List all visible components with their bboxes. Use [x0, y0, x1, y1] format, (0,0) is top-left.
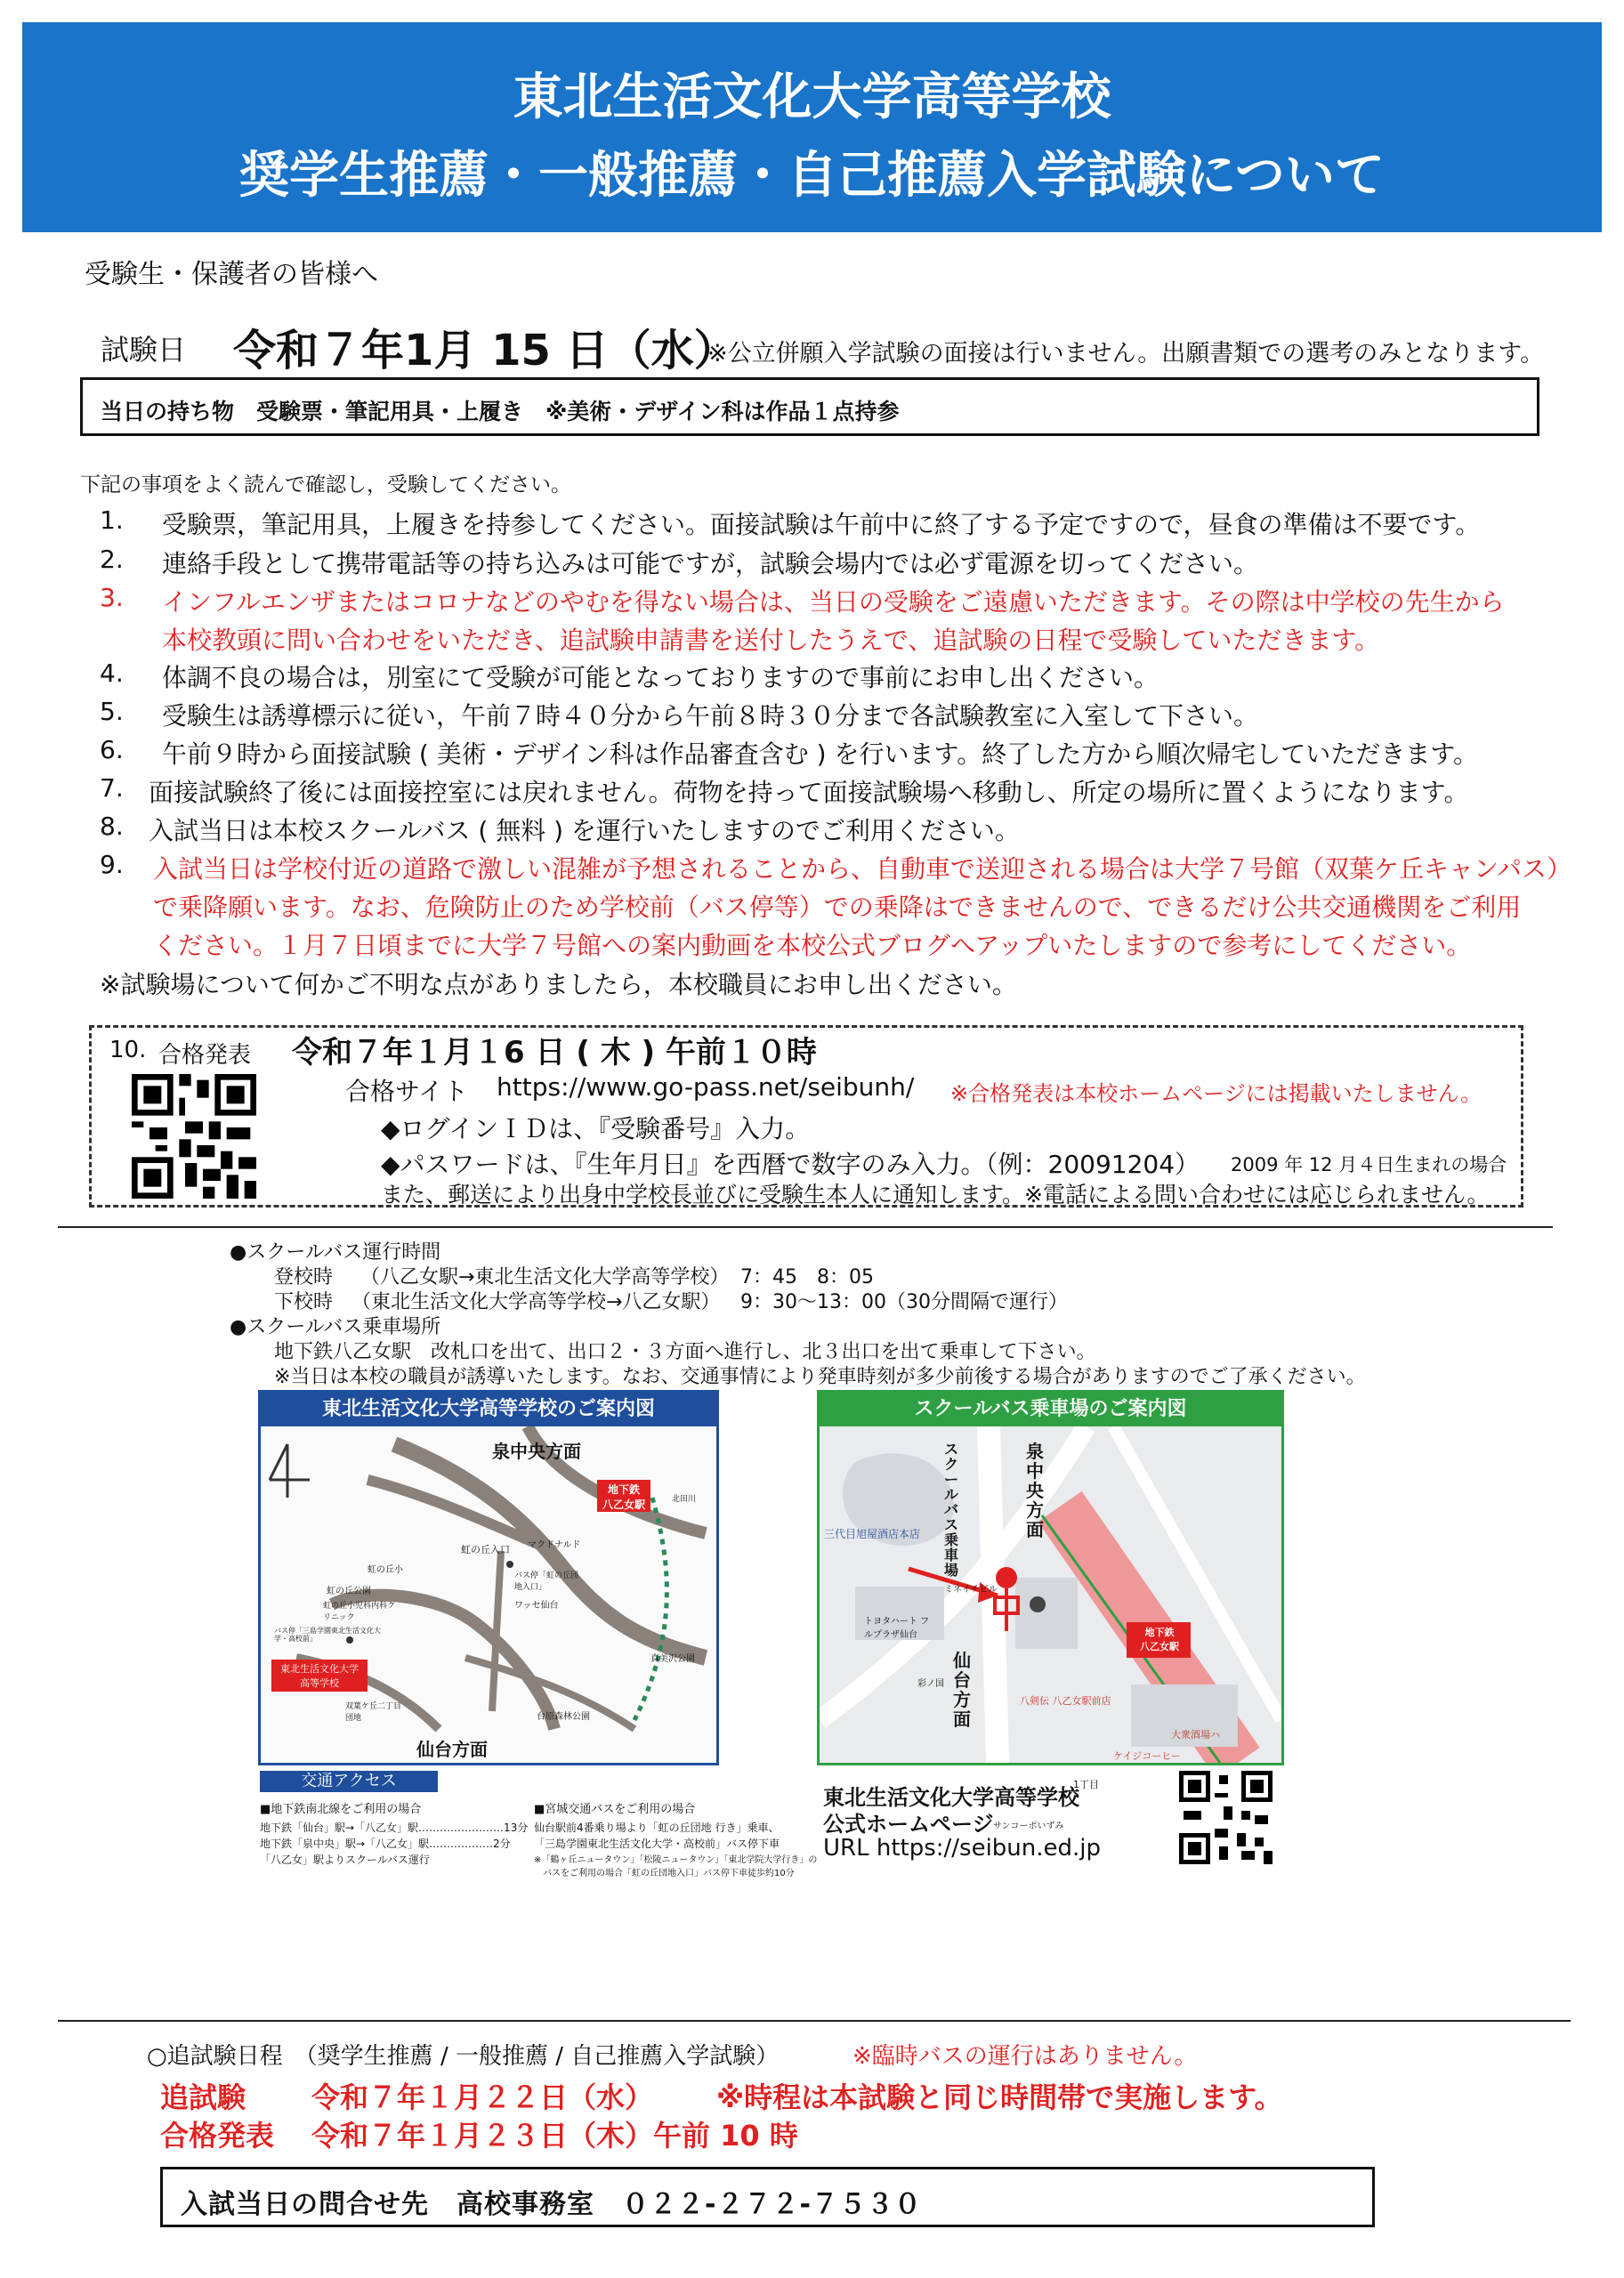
- item-5: [100, 697, 1259, 731]
- item-7: [100, 773, 1469, 807]
- greeting: 受験生・保護者の皆様へ: [85, 259, 378, 290]
- bus-map-stop-label: スクールバス乗車場: [944, 1441, 959, 1579]
- access-subway-line: 地下鉄「仙台」駅→「八乙女」駅……………………13分: [260, 1822, 529, 1834]
- item-text: 入試当日は学校付近の道路で激しい混雑が予想されることから、自動車で送迎される場合は大学７号館（双葉ケ丘キャンパス）: [153, 854, 1572, 884]
- item-text: 午前９時から面接試験 ( 美術・デザイン科は作品審査含む ) を行います。終了した方から順次帰宅していただきます。: [162, 739, 1479, 769]
- contact-box: [160, 2167, 1375, 2227]
- result-mail: また、郵送により出身中学校長並びに受験生本人に通知します。※電話による問い合わせには応じられません。: [381, 1182, 1490, 1208]
- divider: [58, 1226, 1553, 1228]
- map-place: ミネイチビル: [944, 1585, 998, 1595]
- result-label: 合格発表: [158, 1042, 252, 1069]
- result-site-url[interactable]: https://www.go-pass.net/seibunh/: [497, 1072, 915, 1102]
- map-place: 台原森林公園: [537, 1712, 590, 1722]
- belongings-box: [80, 377, 1539, 436]
- result-site-label: 合格サイト: [345, 1077, 469, 1106]
- item-text: で乗降願います。なお、危険防止のため学校前（バス停等）での乗降はできませんので、できるだけ公共交通機関をご利用: [153, 893, 1522, 922]
- item-4: [100, 658, 1159, 692]
- map-place: バス停「虹の丘団地入口」: [514, 1571, 579, 1592]
- item-1: [100, 505, 1481, 539]
- item-text: 受験票，筆記用具，上履きを持参してください。面接試験は午前中に終了する予定ですので，昼食の準備は不要です。: [162, 510, 1481, 539]
- school-map-north: 泉中央方面: [492, 1441, 581, 1462]
- homepage-label: 公式ホームページ: [823, 1812, 994, 1837]
- contact-text: 入試当日の問合せ先 高校事務室 ０２２-２７２-７５３０: [181, 2189, 922, 2220]
- makeup-result-date: 令和７年１月２３日（木）午前 10 時: [311, 2119, 798, 2153]
- access-bus-line: 「三島学園東北生活文化大学・高校前」バス停下車: [534, 1838, 780, 1850]
- map-place: マクドナルド: [528, 1540, 581, 1550]
- item-number: 6.: [100, 735, 124, 764]
- makeup-exam-date: 令和７年１月２２日（水）: [311, 2080, 654, 2114]
- bus-to-school-label: 登校時: [274, 1266, 334, 1288]
- item-number: 2.: [100, 545, 124, 574]
- map-place: 双葉ケ丘二丁目団地: [345, 1702, 402, 1723]
- bus-stop-map-title: スクールバス乗車場のご案内図: [820, 1393, 1281, 1426]
- bus-from-school-route: （東北生活文化大学高等学校→八乙女駅）: [351, 1291, 721, 1313]
- result-box: [89, 1025, 1523, 1208]
- item-number: 3.: [100, 583, 124, 612]
- result-login: ◆ログインＩＤは、『受験番号』入力。: [381, 1114, 811, 1143]
- map-place: ケイジコーヒー: [1113, 1750, 1181, 1762]
- item-6: [100, 735, 1479, 769]
- item-number: 8.: [100, 812, 124, 841]
- item-text: 連絡手段として携帯電話等の持ち込みは可能ですが，試験会場内では必ず電源を切ってください。: [162, 549, 1259, 578]
- result-password: ◆パスワードは、『生年月日』を西暦で数字のみ入力。（例：20091204）: [381, 1150, 1200, 1179]
- school-name: 東北生活文化大学高等学校: [513, 69, 1111, 126]
- bus-schedule-title: ●スクールバス運行時間: [230, 1241, 441, 1264]
- exam-day-label: 試験日: [101, 333, 187, 367]
- map-place: 虹の丘小児科内科クリニック: [323, 1602, 396, 1622]
- item-number: 5.: [100, 697, 124, 726]
- item-8: [100, 812, 1020, 845]
- map-place: 彩ノ国: [917, 1679, 944, 1689]
- inquiry-note: ※試験場について何かご不明な点がありましたら，本校職員にお申し出ください。: [100, 970, 1017, 999]
- exam-day-note: ※公立併願入学試験の面接は行いません。出願書類での選考のみとなります。: [707, 340, 1545, 368]
- bus-to-school-route: （八乙女駅→東北生活文化大学高等学校）: [360, 1266, 730, 1288]
- access-bus-title: ■宮城交通バスをご利用の場合: [534, 1803, 696, 1816]
- bus-stop-note: ※当日は本校の職員が誘導いたします。なお、交通事情により発車時刻が多少前後する場合がありますのでご了承ください。: [274, 1366, 1366, 1388]
- belongings-text: 当日の持ち物 受験票・筆記用具・上履き ※美術・デザイン科は作品１点持参: [101, 399, 900, 424]
- item-text: 受験生は誘導標示に従い，午前７時４０分から午前８時３０分まで各試験教室に入室して下さい。: [162, 701, 1259, 731]
- map-place: 三代目旭屋酒店本店: [824, 1528, 921, 1540]
- divider: [58, 2020, 1571, 2022]
- bus-stop-title: ●スクールバス乗車場所: [230, 1316, 441, 1338]
- item-number: 4.: [100, 658, 124, 688]
- item-text: 本校教頭に問い合わせをいただき、追試験申請書を送付したうえで、追試験の日程で受験していただきます。: [162, 626, 1380, 655]
- map-place-busstop: バス停「三島学園東北生活文化大学・高校前」: [274, 1627, 381, 1643]
- qr-code-homepage: [1179, 1771, 1273, 1864]
- result-site-note: ※合格発表は本校ホームページには掲載いたしません。: [950, 1081, 1483, 1106]
- map-place: サンコーポいずみ: [993, 1822, 1064, 1831]
- item-text: 体調不良の場合は，別室にて受験が可能となっておりますので事前にお申し出ください。: [162, 663, 1159, 692]
- bus-map-north: 泉中央方面: [1026, 1441, 1044, 1540]
- makeup-result-label: 合格発表: [160, 2119, 275, 2153]
- bus-stop-desc: 地下鉄八乙女駅 改札口を出て、出口２・３方面へ進行し、北３出口を出て乗車して下さい。: [274, 1341, 1096, 1363]
- access-subway-line: 地下鉄「泉中央」駅→「八乙女」駅………………2分: [260, 1838, 511, 1850]
- page-title: 奨学生推薦・一般推薦・自己推薦入学試験について: [239, 147, 1385, 205]
- intro-text: 下記の事項をよく読んで確認し，受験してください。: [80, 473, 571, 497]
- result-number: 10.: [109, 1037, 147, 1063]
- map-place: 大衆酒場ハ: [1171, 1729, 1220, 1741]
- access-title: 交通アクセス: [260, 1771, 438, 1792]
- item-number: 7.: [100, 773, 124, 803]
- access-bus-line: ※「鶴ヶ丘ニュータウン」「松陵ニュータウン」「東北学院大学行き」の: [534, 1855, 818, 1865]
- map-place: 八剣伝 八乙女駅前店: [1020, 1695, 1111, 1707]
- result-password-example: 2009 年 12 月４日生まれの場合: [1231, 1154, 1507, 1175]
- school-map-school: 東北生活文化大学 高等学校: [280, 1663, 359, 1689]
- access-subway-line: 「八乙女」駅よりスクールバス運行: [260, 1854, 430, 1866]
- school-map: [258, 1390, 719, 1765]
- makeup-heading-note: ※臨時バスの運行はありません。: [852, 2043, 1198, 2070]
- qr-code-result: [132, 1074, 256, 1199]
- bus-map-south: 仙台方面: [953, 1650, 971, 1730]
- makeup-heading: ○追試験日程 （奨学生推薦 / 一般推薦 / 自己推薦入学試験）: [147, 2043, 780, 2070]
- school-map-station: 地下鉄 八乙女駅: [602, 1483, 645, 1511]
- item-number: 1.: [100, 505, 124, 535]
- bus-from-school-time: 9：30～13：00（30分間隔で運行）: [740, 1291, 1068, 1313]
- map-place: トヨタハート フルプラザ仙台: [864, 1617, 930, 1640]
- item-text: インフルエンザまたはコロナなどのやむを得ない場合は、当日の受験をご遠慮いただきます。その際は中学校の先生から: [162, 587, 1505, 617]
- map-place: 北田川: [672, 1495, 697, 1504]
- map-place: 1丁目: [1073, 1779, 1099, 1790]
- item-3: [100, 583, 1505, 655]
- map-place: 虹の丘小: [368, 1565, 403, 1575]
- map-place: ワッセ仙台: [514, 1601, 559, 1611]
- map-place: 虹の丘入口: [461, 1544, 510, 1555]
- item-2: [100, 545, 1259, 578]
- access-subway-title: ■地下鉄南北線をご利用の場合: [260, 1803, 422, 1816]
- map-place: 真美沢公園: [650, 1654, 695, 1664]
- bus-map-station: 地下鉄 八乙女駅: [1140, 1627, 1179, 1652]
- homepage-url[interactable]: URL https://seibun.ed.jp: [823, 1835, 1102, 1862]
- bus-to-school-time: 7：45 8：05: [740, 1266, 874, 1288]
- item-text: 入試当日は本校スクールバス ( 無料 ) を運行いたしますのでご利用ください。: [149, 816, 1020, 845]
- item-number: 9.: [100, 850, 124, 879]
- access-bus-line: 仙台駅前4番乗り場より「虹の丘団地 行き」乗車、: [534, 1822, 780, 1834]
- map-place: 虹の丘公園: [327, 1587, 371, 1596]
- access-bus-line: バスをご利用の場合「虹の丘団地入口」バス停下車徒歩約10分: [534, 1869, 795, 1878]
- school-map-title: 東北生活文化大学高等学校のご案内図: [261, 1393, 716, 1426]
- school-map-south: 仙台方面: [416, 1739, 488, 1760]
- item-text: ください。１月７日頃までに大学７号館への案内動画を本校公式ブログへアップいたしますので参考にしてください。: [153, 931, 1472, 960]
- item-text: 面接試験終了後には面接控室には戻れません。荷物を持って面接試験場へ移動し、所定の場所に置くようになります。: [149, 778, 1469, 807]
- bus-from-school-label: 下校時: [274, 1291, 334, 1313]
- makeup-exam-note: ※時程は本試験と同じ時間帯で実施します。: [716, 2080, 1283, 2114]
- exam-day-date: 令和７年1月 15 日（水）: [233, 326, 737, 376]
- makeup-exam-label: 追試験: [160, 2080, 246, 2114]
- result-date: 令和７年１月１6 日 ( 木 ) 午前１０時: [292, 1035, 817, 1070]
- header-banner: [22, 22, 1602, 232]
- homepage-school: 東北生活文化大学高等学校: [823, 1785, 1079, 1810]
- item-9: [100, 850, 1572, 960]
